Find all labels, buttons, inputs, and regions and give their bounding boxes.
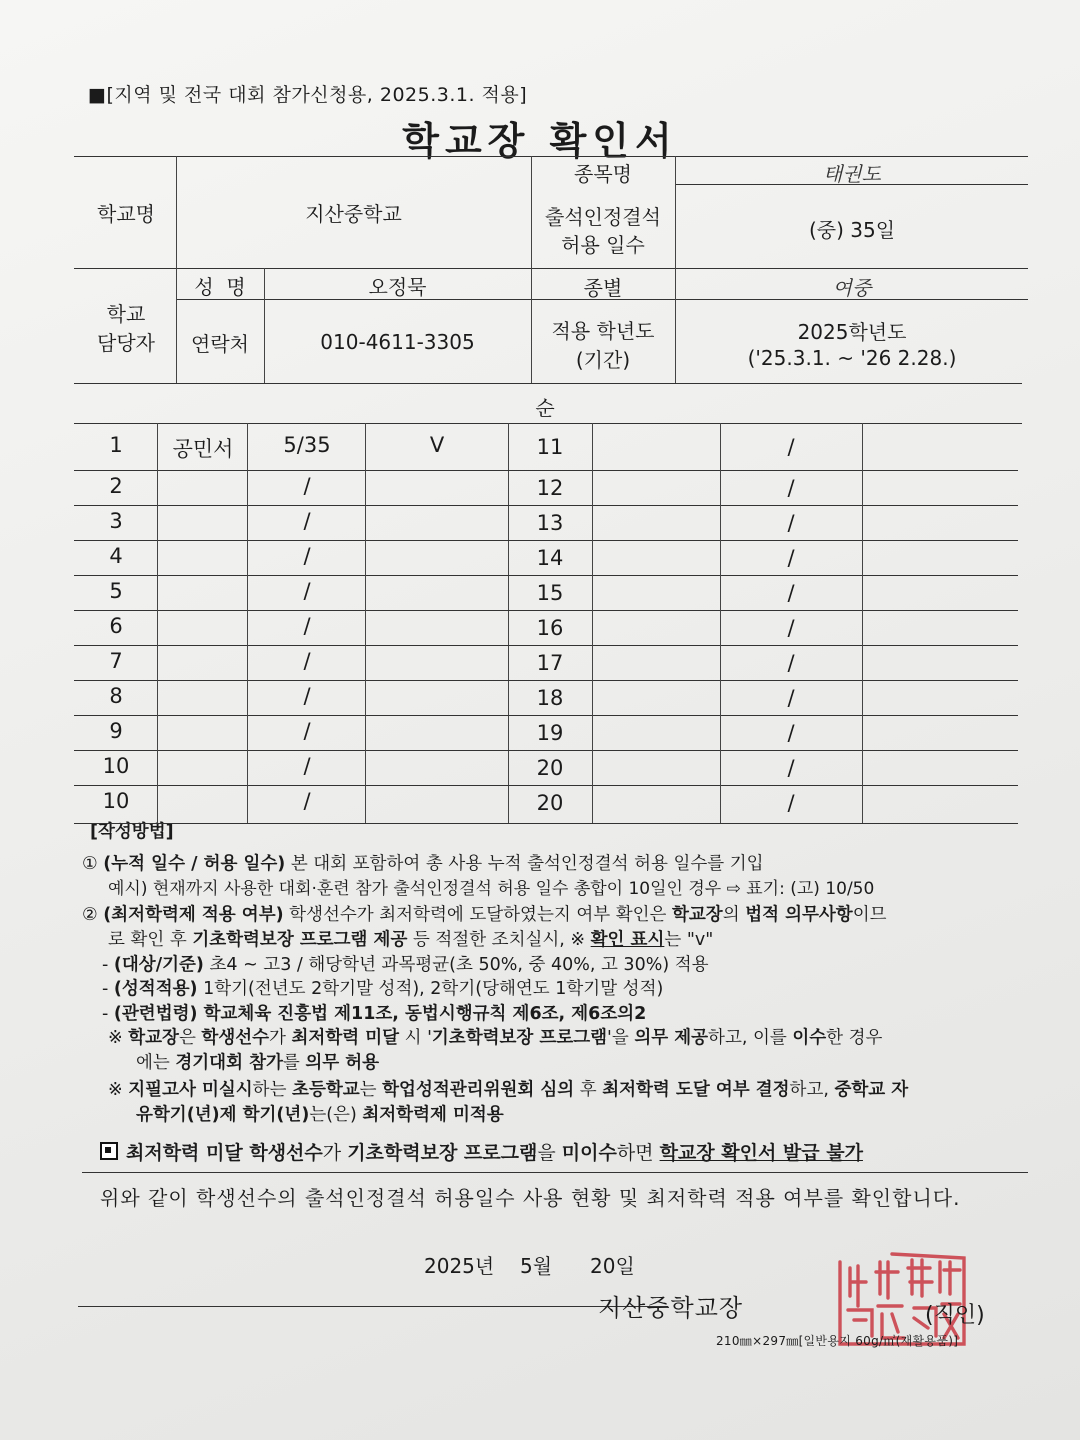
note-1-example: 예시) 현재까지 사용한 대회·훈련 참가 출석인정결석 허용 일수 총합이 10일인 경우 ⇨ 표기: (고) 10/50	[108, 879, 875, 899]
row-number: 18	[536, 686, 564, 710]
note-2	[82, 903, 887, 927]
row-number: 14	[536, 546, 564, 570]
remark-bold: 최저학력제 미적용	[362, 1105, 504, 1125]
row-number: 16	[536, 616, 564, 640]
contact-label: 연락처	[191, 332, 249, 356]
remark-1	[108, 1026, 882, 1050]
remark-text: 후	[574, 1080, 603, 1100]
warning-bold: 미이수	[561, 1142, 617, 1164]
remark-text: 시 '	[399, 1028, 432, 1048]
row-number: 9	[109, 719, 123, 743]
square-bullet-icon	[100, 1142, 118, 1160]
list-row-line	[74, 470, 1018, 471]
date-month: 5월	[520, 1254, 553, 1278]
list-row-line	[74, 610, 1018, 611]
category-label: 종별	[583, 276, 623, 300]
form-tag: ■[지역 및 전국 대회 참가신청용, 2025.3.1. 적용]	[88, 84, 528, 106]
days-used: /	[303, 509, 311, 533]
days-used: /	[303, 614, 311, 638]
days-used: /	[303, 719, 311, 743]
list-row-line	[74, 575, 1018, 576]
seal-label: (직인)	[925, 1303, 985, 1328]
note-bold: 확인 표시	[590, 930, 665, 950]
paper-spec: 210㎜×297㎜[일반용지 60g/㎡(재활용품)]	[716, 1334, 959, 1348]
note-1-text: 본 대회 포함하여 총 사용 누적 출석인정결석 허용 일수를 기입	[285, 854, 764, 874]
row-number: 3	[109, 509, 123, 533]
days-used: /	[787, 476, 795, 500]
warning-line	[100, 1138, 863, 1165]
list-row-line	[74, 715, 1018, 716]
note-2-num: ②	[82, 905, 98, 925]
note-bold: 기초학력보장 프로그램 제공	[192, 930, 408, 950]
remark-bold: 의무 제공	[634, 1028, 709, 1048]
school-value: 지산중학교	[305, 202, 402, 226]
row-number: 6	[109, 614, 123, 638]
warning-bold: 기초학력보장 프로그램	[347, 1142, 538, 1164]
person-label-2: 담당자	[97, 331, 155, 355]
remark-text: 는(은)	[309, 1105, 363, 1125]
list-column-line	[157, 423, 158, 823]
note-1-bold: (누적 일수 / 허용 일수)	[103, 854, 286, 874]
document-title: 학교장 확인서	[402, 119, 678, 163]
days-used: /	[787, 791, 795, 815]
table-line	[74, 268, 1028, 269]
list-row-line	[74, 645, 1018, 646]
warning-rule	[82, 1172, 1028, 1173]
remark-bold: 이수	[792, 1028, 827, 1048]
row-number: 15	[536, 581, 564, 605]
list-column-line	[247, 423, 248, 823]
detail-bold: (관련법령) 학교체육 진흥법 제11조, 동법시행규칙 제6조, 제6조의2	[113, 1004, 647, 1024]
remark-text: 는	[359, 1080, 383, 1100]
days-used: /	[303, 684, 311, 708]
row-number: 10	[102, 754, 130, 778]
detail-text: 1학기(전년도 2학기말 성적), 2학기(당해연도 1학기말 성적)	[197, 979, 664, 999]
year-label-2: (기간)	[575, 348, 631, 372]
list-row-line	[74, 540, 1018, 541]
remark-bold: 중학교 자	[834, 1080, 909, 1100]
days-used: /	[787, 546, 795, 570]
days-used: /	[787, 686, 795, 710]
warning-text: 가	[322, 1142, 348, 1164]
row-number: 8	[109, 684, 123, 708]
contact-value: 010-4611-3305	[320, 330, 475, 354]
remark-2	[108, 1078, 908, 1102]
note-text: 로 확인 후	[108, 930, 193, 950]
remark-text: 가	[269, 1028, 292, 1048]
warning-text: 을	[537, 1142, 562, 1164]
days-label-1: 출석인정결석	[545, 205, 661, 229]
note-1	[82, 852, 764, 876]
days-used: /	[303, 579, 311, 603]
row-number: 7	[109, 649, 123, 673]
detail-target: - (대상/기준) 초4 ~ 고3 / 해당학년 과목평균(초 50%, 중 40%, 고 30%) 적용	[102, 955, 709, 975]
date-year: 2025년	[424, 1254, 495, 1278]
student-name: 공민서	[172, 437, 234, 461]
days-used: 5/35	[283, 433, 331, 457]
days-used: /	[787, 511, 795, 535]
days-used: /	[303, 474, 311, 498]
person-label-1: 학교	[106, 302, 146, 326]
days-used: /	[787, 581, 795, 605]
remark-text: 하는	[252, 1080, 293, 1100]
remark-text: 한 경우	[826, 1028, 883, 1048]
warning-text: 하면	[616, 1142, 660, 1164]
remark-text: 은	[178, 1028, 202, 1048]
row-number: 5	[109, 579, 123, 603]
year-value-1: 2025학년도	[797, 320, 907, 344]
detail-bold: (성적적용)	[113, 979, 198, 999]
note-2-bold: (최저학력제 적용 여부)	[103, 905, 284, 925]
list-row-line	[74, 505, 1018, 506]
detail-text: 초4 ~ 고3 / 해당학년 과목평균(초 50%, 중 40%, 고 30%) 적용	[203, 955, 709, 975]
table-border-top	[74, 156, 1028, 157]
confirmation-text: 위와 같이 학생선수의 출석인정결석 허용일수 사용 현황 및 최저학력 적용 여부를 확인합니다.	[100, 1186, 961, 1210]
row-number: 11	[536, 435, 564, 459]
school-label: 학교명	[97, 202, 155, 226]
note-text: 는 "v"	[664, 930, 714, 950]
note-2-line-2	[108, 928, 713, 952]
remark-bold: 지필고사 미실시	[128, 1080, 253, 1100]
remark-bold: 유학기(년)제 학기(년)	[136, 1105, 310, 1125]
remark-bold: 기초학력보장 프로그램	[431, 1028, 608, 1048]
remark-text: 하고, 이를	[708, 1028, 793, 1048]
remark-bold: 최저학력 미달	[291, 1028, 400, 1048]
list-row-line	[74, 680, 1018, 681]
note-2-bold: 법적 의무사항	[745, 905, 853, 925]
days-used: /	[303, 544, 311, 568]
row-number: 20	[536, 756, 564, 780]
minimum-grade-check: V	[429, 433, 445, 457]
note-text: 등 적절한 조치실시, ※	[407, 930, 591, 950]
warning-bold: 최저학력 미달 학생선수	[126, 1142, 323, 1164]
date-day: 20일	[590, 1254, 635, 1278]
row-number: 10	[102, 789, 130, 813]
remark-1-line-2	[136, 1051, 379, 1075]
list-column-line	[365, 423, 366, 823]
remark-bold: 학업성적관리위원회 심의	[382, 1080, 575, 1100]
remark-text: 하고,	[789, 1080, 835, 1100]
note-2-bold: 학교장	[672, 905, 723, 925]
remark-text: 를	[282, 1053, 306, 1073]
remark-mark: ※	[108, 1028, 129, 1048]
list-row-line	[74, 785, 1018, 786]
row-number: 2	[109, 474, 123, 498]
days-used: /	[787, 616, 795, 640]
name-label: 성 명	[194, 275, 246, 299]
row-number: 12	[536, 476, 564, 500]
days-used: /	[787, 721, 795, 745]
signature-rule	[78, 1306, 668, 1307]
row-number: 20	[536, 791, 564, 815]
note-1-num: ①	[82, 854, 98, 874]
days-value: (중) 35일	[808, 218, 896, 242]
note-2-text: 이므	[852, 905, 887, 925]
row-number: 1	[109, 433, 123, 457]
remark-bold: 학교장	[128, 1028, 179, 1048]
days-used: /	[303, 649, 311, 673]
remark-text: '을	[607, 1028, 635, 1048]
list-column-line	[592, 423, 593, 823]
list-header: 순	[535, 396, 555, 420]
detail-bold: (대상/기준)	[113, 955, 204, 975]
days-label-2: 허용 일수	[561, 233, 645, 257]
sport-value: 태권도	[823, 162, 881, 186]
days-used: /	[303, 754, 311, 778]
row-number: 4	[109, 544, 123, 568]
days-used: /	[787, 435, 795, 459]
remark-bold: 최저학력 도달 여부 결정	[602, 1080, 790, 1100]
row-number: 17	[536, 651, 564, 675]
name-value: 오정묵	[368, 275, 427, 299]
year-value-2: ('25.3.1. ~ '26 2.28.)	[747, 346, 957, 370]
category-value: 여중	[832, 276, 872, 300]
remark-mark: ※	[108, 1080, 129, 1100]
list-divider	[508, 423, 509, 823]
list-column-line	[720, 423, 721, 823]
remark-bold: 초등학교	[292, 1080, 360, 1100]
remark-bold: 학생선수	[201, 1028, 270, 1048]
warning-bold: 학교장 확인서 발급 불가	[659, 1142, 863, 1164]
days-used: /	[787, 651, 795, 675]
note-2-text: 학생선수가 최저학력에 도달하였는지 여부 확인은	[283, 905, 672, 925]
remark-2-line-2	[136, 1103, 504, 1127]
sport-label: 종목명	[574, 162, 632, 186]
list-column-line	[862, 423, 863, 823]
detail-grades: - (성적적용) 1학기(전년도 2학기말 성적), 2학기(당해연도 1학기말 성적)	[102, 979, 664, 999]
list-row-line	[74, 750, 1018, 751]
list-row-line	[74, 823, 1018, 824]
note-2-text: 의	[722, 905, 746, 925]
remark-text: 에는	[136, 1053, 176, 1073]
days-used: /	[787, 756, 795, 780]
notes-heading: [작성방법]	[90, 822, 174, 842]
days-used: /	[303, 789, 311, 813]
year-label-1: 적용 학년도	[551, 319, 655, 343]
detail-law: - (관련법령) 학교체육 진흥법 제11조, 동법시행규칙 제6조, 제6조의2	[102, 1004, 647, 1024]
row-number: 13	[536, 511, 564, 535]
signer-name: 지산중학교장	[598, 1294, 744, 1322]
row-number: 19	[536, 721, 564, 745]
table-line	[74, 383, 1022, 384]
remark-bold: 경기대회 참가	[175, 1053, 283, 1073]
list-header-line	[74, 423, 1022, 424]
remark-bold: 의무 허용	[305, 1053, 380, 1073]
